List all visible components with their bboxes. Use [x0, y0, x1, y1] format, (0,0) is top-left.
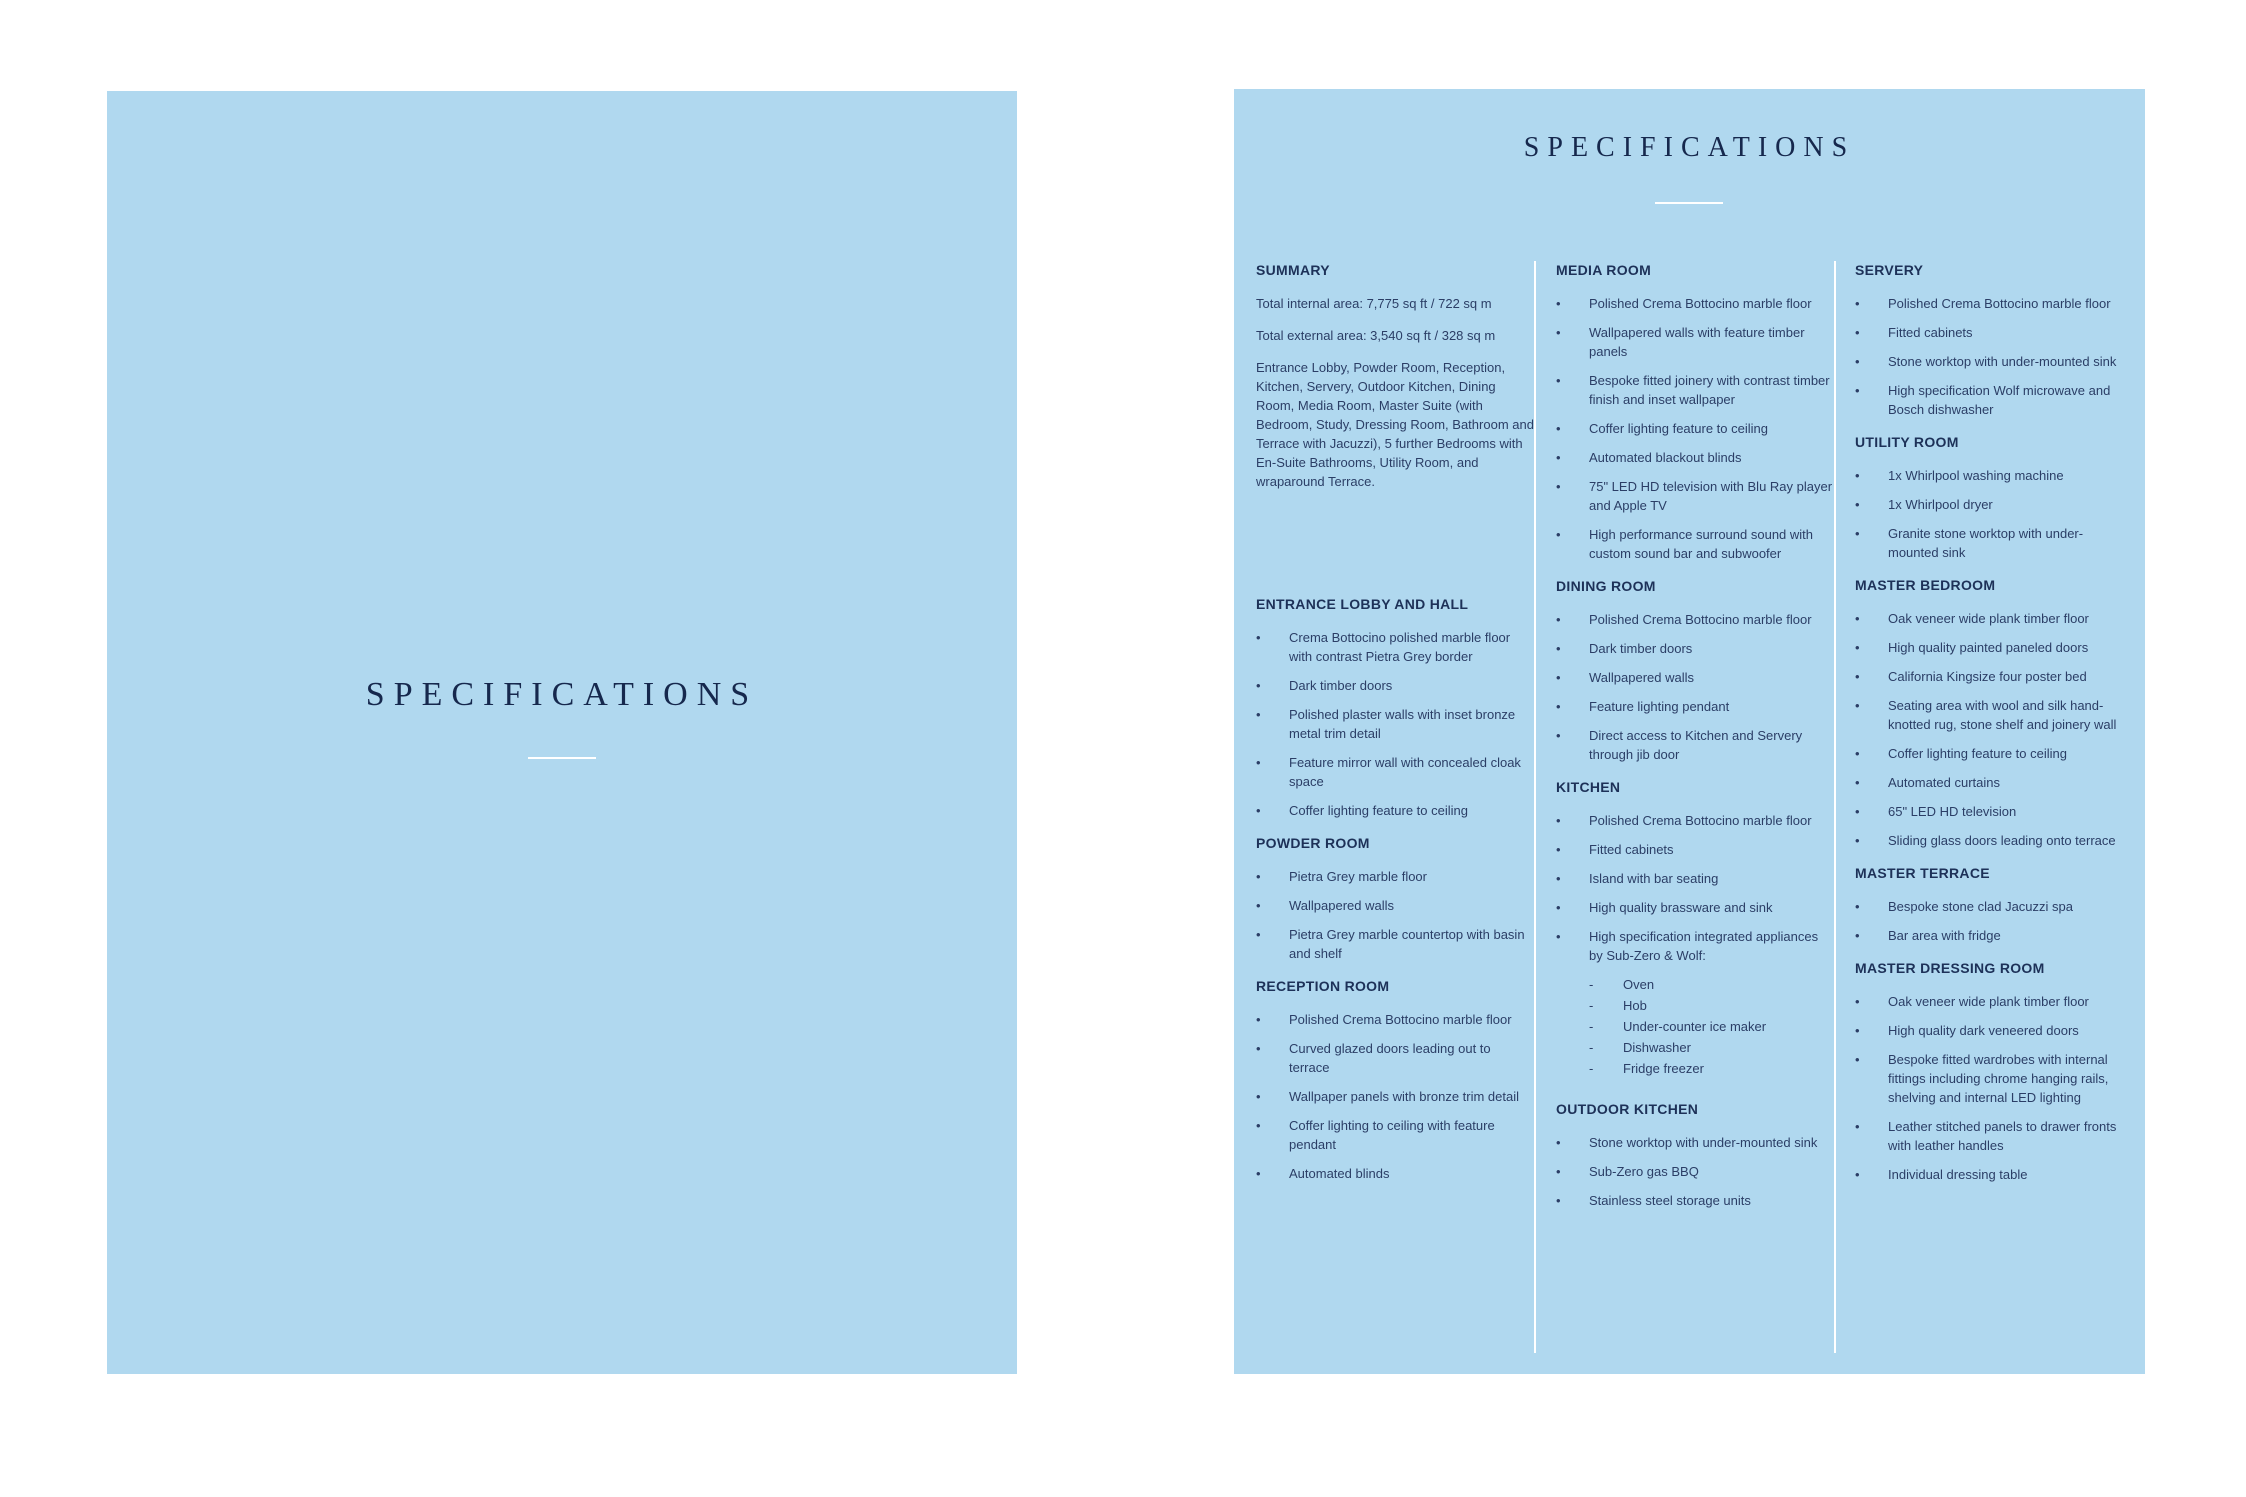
title-divider: [1655, 202, 1723, 204]
bullet-icon: •: [1556, 527, 1561, 542]
bullet-icon: •: [1556, 1164, 1561, 1179]
list-item: • 1x Whirlpool dryer: [1855, 497, 1993, 512]
list-powder-room: [1256, 867, 1534, 963]
list-item: • Automated curtains: [1855, 775, 2001, 790]
list-item: • 1x Whirlpool washing machine: [1855, 468, 2064, 483]
bullet-icon: •: [1855, 296, 1860, 311]
bullet-icon: •: [1855, 669, 1860, 684]
list-item: • Stainless steel storage units: [1556, 1193, 1751, 1208]
section-title-servery: SERVERY: [1855, 262, 1924, 278]
list-master-bedroom: [1855, 609, 2133, 850]
bullet-icon: •: [1855, 833, 1860, 848]
list-item: • Coffer lighting to ceiling with feature pendant: [1256, 1118, 1495, 1152]
list-item: • Bar area with fridge: [1855, 928, 2001, 943]
bullet-icon: •: [1855, 1167, 1860, 1182]
list-item: • High quality painted paneled doors: [1855, 640, 2089, 655]
bullet-icon: •: [1556, 670, 1561, 685]
list-item: • Fitted cabinets: [1556, 842, 1674, 857]
specifications-page: [1234, 89, 2145, 1374]
bullet-icon: •: [1855, 640, 1860, 655]
list-master-terrace: [1855, 897, 2133, 945]
dash-icon: -: [1589, 1019, 1594, 1034]
section-title-summary: SUMMARY: [1256, 262, 1330, 278]
bullet-icon: •: [1855, 611, 1860, 626]
section-title-dining-room: DINING ROOM: [1556, 578, 1656, 594]
list-item: • Dark timber doors: [1556, 641, 1693, 656]
bullet-icon: •: [1855, 899, 1860, 914]
cover-divider: [528, 757, 596, 759]
list-servery: [1855, 294, 2133, 419]
bullet-icon: •: [1256, 803, 1261, 818]
bullet-icon: •: [1556, 900, 1561, 915]
sub-list-item: - Hob: [1589, 998, 1647, 1013]
column-divider: [1834, 261, 1836, 1353]
section-title-master-terrace: MASTER TERRACE: [1855, 865, 1990, 881]
section-title-master-bedroom: MASTER BEDROOM: [1855, 577, 1996, 593]
bullet-icon: •: [1855, 1023, 1860, 1038]
bullet-icon: •: [1256, 1166, 1261, 1181]
bullet-icon: •: [1855, 1119, 1860, 1134]
list-reception-room: [1256, 1010, 1534, 1183]
bullet-icon: •: [1556, 450, 1561, 465]
bullet-icon: •: [1855, 383, 1860, 398]
bullet-icon: •: [1556, 929, 1561, 944]
list-utility-room: [1855, 466, 2133, 562]
list-item: • Polished Crema Bottocino marble floor: [1556, 612, 1812, 627]
bullet-icon: •: [1556, 1193, 1561, 1208]
bullet-icon: •: [1855, 1052, 1860, 1067]
list-item: • Sub-Zero gas BBQ: [1556, 1164, 1699, 1179]
bullet-icon: •: [1256, 927, 1261, 942]
bullet-icon: •: [1556, 842, 1561, 857]
bullet-icon: •: [1556, 325, 1561, 340]
bullet-icon: •: [1855, 325, 1860, 340]
summary-external-area: Total external area: 3,540 sq ft / 328 sq m: [1256, 328, 1496, 343]
section-title-outdoor-kitchen: OUTDOOR KITCHEN: [1556, 1101, 1699, 1117]
sub-list-item: - Fridge freezer: [1589, 1061, 1704, 1076]
list-item: • Individual dressing table: [1855, 1167, 2028, 1182]
cover-page: [107, 91, 1017, 1374]
list-item: • Crema Bottocino polished marble floor with contrast Pietra Grey border: [1256, 630, 1511, 664]
list-item: • Pietra Grey marble floor: [1256, 869, 1427, 884]
list-item: • Coffer lighting feature to ceiling: [1855, 746, 2067, 761]
bullet-icon: •: [1556, 1135, 1561, 1150]
bullet-icon: •: [1855, 775, 1860, 790]
list-item: • Wallpaper panels with bronze trim detail: [1256, 1089, 1520, 1104]
column-3: [1855, 261, 2133, 1194]
bullet-icon: •: [1256, 1041, 1261, 1056]
bullet-icon: •: [1855, 698, 1860, 713]
column-divider: [1534, 261, 1536, 1353]
list-media-room: [1556, 294, 1834, 563]
bullet-icon: •: [1256, 755, 1261, 770]
list-item: • California Kingsize four poster bed: [1855, 669, 2087, 684]
dash-icon: -: [1589, 1040, 1594, 1055]
list-item: • 75" LED HD television with Blu Ray player and Apple TV: [1556, 479, 1833, 513]
bullet-icon: •: [1556, 871, 1561, 886]
summary-internal-area: Total internal area: 7,775 sq ft / 722 sq m: [1256, 296, 1492, 311]
bullet-icon: •: [1256, 898, 1261, 913]
list-item: • High specification integrated appliances by Sub-Zero & Wolf:: [1556, 929, 1819, 963]
list-outdoor-kitchen: [1556, 1133, 1834, 1210]
sub-list-item: - Dishwasher: [1589, 1040, 1691, 1055]
column-2: [1556, 261, 1834, 1220]
bullet-icon: •: [1556, 373, 1561, 388]
dash-icon: -: [1589, 1061, 1594, 1076]
sub-list-item: - Under-counter ice maker: [1589, 1019, 1767, 1034]
bullet-icon: •: [1256, 678, 1261, 693]
bullet-icon: •: [1855, 468, 1860, 483]
list-item: • Automated blinds: [1256, 1166, 1390, 1181]
list-item: • Polished Crema Bottocino marble floor: [1256, 1012, 1512, 1027]
list-item: • Stone worktop with under-mounted sink: [1556, 1135, 1818, 1150]
list-item: • Curved glazed doors leading out to terrace: [1256, 1041, 1491, 1075]
list-item: • High quality dark veneered doors: [1855, 1023, 2079, 1038]
summary-rooms: Entrance Lobby, Powder Room, Reception, Kitchen, Servery, Outdoor Kitchen, Dining Room, Media Room, Master Suite (with Bedroom, Study, Dressing Room, Bathroom and Terrace with Jacuzzi), 5 further Bedrooms with En-Suite Bathrooms, Utility Room, and wraparound Terrace.: [1256, 360, 1534, 489]
list-item: • Bespoke stone clad Jacuzzi spa: [1855, 899, 2073, 914]
list-item: • High quality brassware and sink: [1556, 900, 1773, 915]
bullet-icon: •: [1256, 869, 1261, 884]
bullet-icon: •: [1855, 804, 1860, 819]
bullet-icon: •: [1256, 1118, 1261, 1133]
list-item: • Polished Crema Bottocino marble floor: [1556, 296, 1812, 311]
section-title-powder-room: POWDER ROOM: [1256, 835, 1370, 851]
list-item: • Direct access to Kitchen and Servery through jib door: [1556, 728, 1803, 762]
section-title-entrance-lobby: ENTRANCE LOBBY AND HALL: [1256, 596, 1469, 612]
list-kitchen-appliances: [1556, 975, 1834, 1078]
list-item: • Dark timber doors: [1256, 678, 1393, 693]
list-item: • Automated blackout blinds: [1556, 450, 1742, 465]
dash-icon: -: [1589, 977, 1594, 992]
list-item: • Oak veneer wide plank timber floor: [1855, 994, 2089, 1009]
bullet-icon: •: [1556, 612, 1561, 627]
list-item: • Feature mirror wall with concealed cloak space: [1256, 755, 1521, 789]
list-item: • Polished plaster walls with inset bronze metal trim detail: [1256, 707, 1516, 741]
list-item: • Wallpapered walls: [1256, 898, 1395, 913]
bullet-icon: •: [1556, 813, 1561, 828]
list-item: • Coffer lighting feature to ceiling: [1556, 421, 1768, 436]
list-item: • Stone worktop with under-mounted sink: [1855, 354, 2117, 369]
list-item: • Wallpapered walls: [1556, 670, 1695, 685]
list-item: • Bespoke fitted joinery with contrast timber finish and inset wallpaper: [1556, 373, 1830, 407]
dash-icon: -: [1589, 998, 1594, 1013]
list-item: • High performance surround sound with custom sound bar and subwoofer: [1556, 527, 1814, 561]
bullet-icon: •: [1256, 1012, 1261, 1027]
bullet-icon: •: [1256, 707, 1261, 722]
section-title-media-room: MEDIA ROOM: [1556, 262, 1652, 278]
list-item: • Coffer lighting feature to ceiling: [1256, 803, 1468, 818]
list-item: • Wallpapered walls with feature timber panels: [1556, 325, 1805, 359]
sub-list-item: - Oven: [1589, 977, 1655, 992]
list-item: • Bespoke fitted wardrobes with internal fittings including chrome hanging rails, shelving and internal LED lighting: [1855, 1052, 2109, 1105]
list-item: • 65" LED HD television: [1855, 804, 2017, 819]
page-title: SPECIFICATIONS: [1523, 132, 1856, 163]
list-kitchen: [1556, 811, 1834, 965]
list-item: • Polished Crema Bottocino marble floor: [1556, 813, 1812, 828]
list-entrance-lobby: [1256, 628, 1534, 820]
bullet-icon: •: [1556, 421, 1561, 436]
bullet-icon: •: [1855, 928, 1860, 943]
bullet-icon: •: [1855, 746, 1860, 761]
bullet-icon: •: [1556, 641, 1561, 656]
list-item: • High specification Wolf microwave and Bosch dishwasher: [1855, 383, 2111, 417]
bullet-icon: •: [1556, 479, 1561, 494]
bullet-icon: •: [1855, 994, 1860, 1009]
list-item: • Feature lighting pendant: [1556, 699, 1730, 714]
column-1: [1256, 261, 1534, 1193]
list-item: • Pietra Grey marble countertop with basin and shelf: [1256, 927, 1525, 961]
list-item: • Leather stitched panels to drawer fronts with leather handles: [1855, 1119, 2117, 1153]
list-item: • Sliding glass doors leading onto terrace: [1855, 833, 2116, 848]
list-item: • Fitted cabinets: [1855, 325, 1973, 340]
cover-title: SPECIFICATIONS: [365, 676, 759, 713]
section-title-reception-room: RECEPTION ROOM: [1256, 978, 1390, 994]
bullet-icon: •: [1256, 1089, 1261, 1104]
bullet-icon: •: [1855, 526, 1860, 541]
bullet-icon: •: [1256, 630, 1261, 645]
section-title-master-dressing-room: MASTER DRESSING ROOM: [1855, 960, 2045, 976]
list-item: • Seating area with wool and silk hand-knotted rug, stone shelf and joinery wall: [1855, 698, 2117, 732]
list-dining-room: [1556, 610, 1834, 764]
list-item: • Granite stone worktop with under-mounted sink: [1855, 526, 2084, 560]
bullet-icon: •: [1556, 728, 1561, 743]
section-title-kitchen: KITCHEN: [1556, 779, 1621, 795]
bullet-icon: •: [1855, 354, 1860, 369]
list-item: • Polished Crema Bottocino marble floor: [1855, 296, 2111, 311]
list-item: • Island with bar seating: [1556, 871, 1719, 886]
bullet-icon: •: [1556, 699, 1561, 714]
bullet-icon: •: [1855, 497, 1860, 512]
list-item: • Oak veneer wide plank timber floor: [1855, 611, 2089, 626]
section-title-utility-room: UTILITY ROOM: [1855, 434, 1959, 450]
list-master-dressing-room: [1855, 992, 2133, 1184]
bullet-icon: •: [1556, 296, 1561, 311]
